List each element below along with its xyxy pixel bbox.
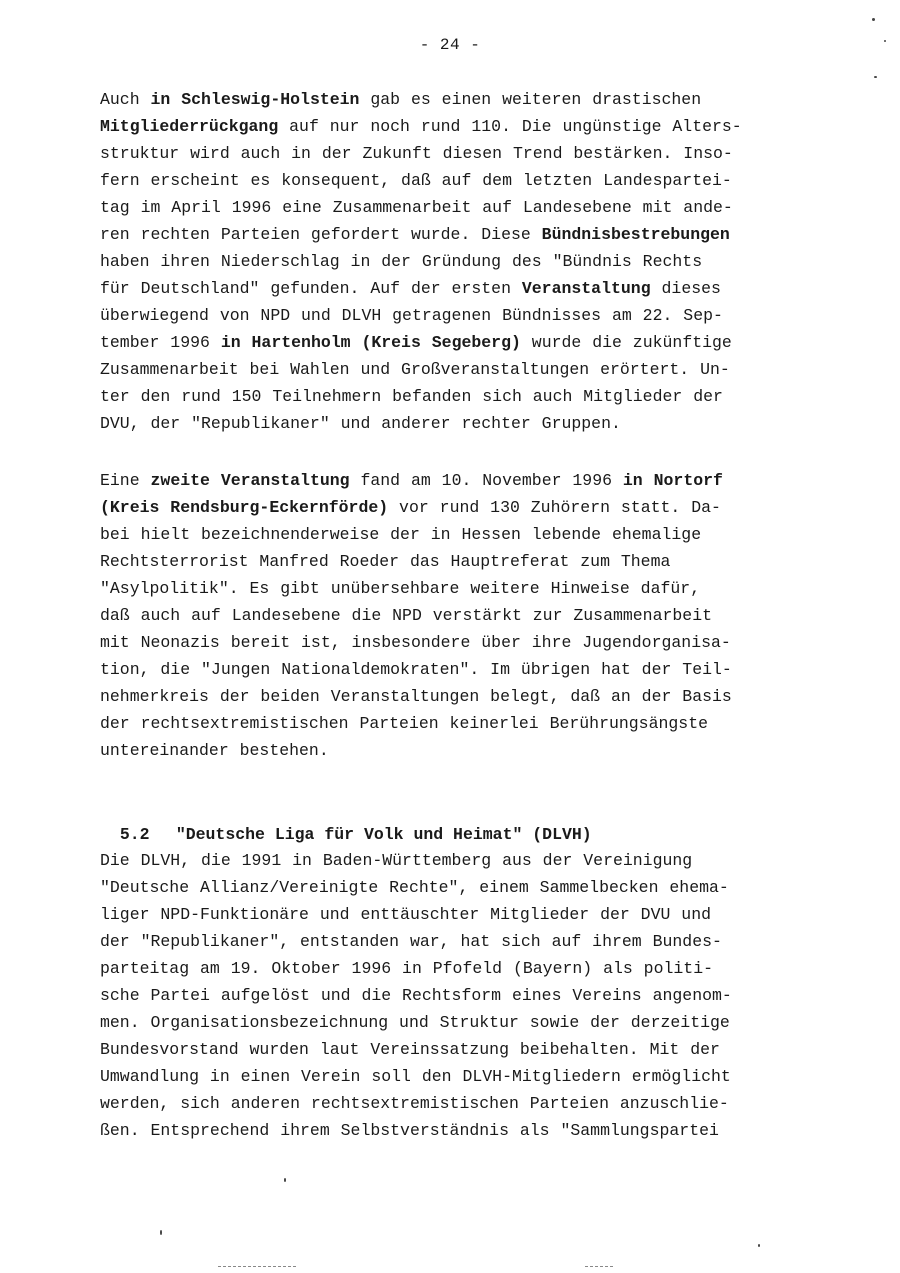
text-run: gab es einen weiteren drastischen <box>359 90 702 109</box>
text-run: untereinander bestehen. <box>100 741 329 760</box>
text-line <box>100 410 820 437</box>
text-line <box>100 1036 820 1063</box>
text-line <box>100 874 820 901</box>
text-line <box>100 710 820 737</box>
text-line <box>100 329 820 356</box>
text-run: parteitag am 19. Oktober 1996 in Pfofeld (Bayern) als politi- <box>100 959 713 978</box>
paragraph-nortorf-event <box>100 467 820 764</box>
text-run: liger NPD-Funktionäre und enttäuschter Mitglieder der DVU und <box>100 905 711 924</box>
text-run: ßen. Entsprechend ihrem Selbstverständnis als "Sammlungspartei <box>100 1121 719 1140</box>
text-line <box>100 302 820 329</box>
section-number: 5.2 <box>119 825 150 844</box>
text-run: Auch <box>100 90 151 109</box>
emphasized-text: (Kreis Rendsburg-Eckernförde) <box>100 498 389 517</box>
text-line <box>100 955 820 982</box>
text-run: ren rechten Parteien gefordert wurde. Diese <box>100 225 542 244</box>
text-line <box>100 275 820 302</box>
text-line <box>100 248 820 275</box>
emphasized-text: in Hartenholm (Kreis Segeberg) <box>220 333 521 352</box>
text-run: Bundesvorstand wurden laut Vereinssatzung beibehalten. Mit der <box>100 1040 720 1059</box>
text-line <box>100 356 820 383</box>
emphasized-text: in Schleswig-Holstein <box>150 90 360 109</box>
text-run: tember 1996 <box>100 333 221 352</box>
text-run: sche Partei aufgelöst und die Rechtsform eines Vereins angenom- <box>100 986 732 1005</box>
text-line <box>100 467 820 494</box>
text-line <box>100 194 820 221</box>
text-line <box>100 737 820 764</box>
emphasized-text: Mitgliederrückgang <box>100 117 279 136</box>
emphasized-text: zweite Veranstaltung <box>150 471 350 490</box>
text-line <box>100 86 820 113</box>
text-line <box>100 602 820 629</box>
text-line <box>100 383 820 410</box>
text-run: ter den rund 150 Teilnehmern befanden sich auch Mitglieder der <box>100 387 723 406</box>
text-line <box>100 167 820 194</box>
text-run: DVU, der "Republikaner" und anderer rechter Gruppen. <box>100 414 621 433</box>
text-run: bei hielt bezeichnenderweise der in Hessen lebende ehemalige <box>100 525 702 544</box>
text-run: der rechtsextremistischen Parteien keinerlei Berührungsängste <box>100 714 708 733</box>
text-run: daß auch auf Landesebene die NPD verstärkt zur Zusammenarbeit <box>100 606 712 625</box>
scan-speck <box>284 1178 286 1182</box>
scan-speck <box>872 18 875 21</box>
emphasized-text: Veranstaltung <box>521 279 651 298</box>
text-run: wurde die zukünftige <box>520 333 732 352</box>
text-run: mit Neonazis bereit ist, insbesondere über ihre Jugendorganisa- <box>100 633 731 652</box>
scan-speck <box>874 76 877 78</box>
paragraph-schleswig-holstein <box>100 86 820 437</box>
text-run: dieses <box>650 279 721 298</box>
scan-dash <box>218 1266 298 1267</box>
text-line <box>100 928 820 955</box>
scan-speck <box>758 1244 760 1247</box>
text-line <box>100 140 820 167</box>
text-line <box>100 1090 820 1117</box>
text-line <box>100 575 820 602</box>
text-run: überwiegend von NPD und DLVH getragenen Bündnisses am 22. Sep- <box>100 306 723 325</box>
text-line <box>100 1009 820 1036</box>
section-title: "Deutsche Liga für Volk und Heimat" (DLVH) <box>175 825 592 844</box>
text-run: nehmerkreis der beiden Veranstaltungen belegt, daß an der Basis <box>100 687 732 706</box>
text-run: werden, sich anderen rechtsextremistischen Parteien anzuschlie- <box>100 1094 729 1113</box>
scan-speck <box>160 1230 162 1235</box>
text-run: auf nur noch rund 110. Die ungünstige Alters- <box>278 117 742 136</box>
paragraph-dlvh <box>100 847 820 1144</box>
emphasized-text: in Nortorf <box>622 471 723 490</box>
text-run: Die DLVH, die 1991 in Baden-Württemberg aus der Vereinigung <box>100 851 693 870</box>
text-run: der "Republikaner", entstanden war, hat sich auf ihrem Bundes- <box>100 932 722 951</box>
text-line <box>100 629 820 656</box>
emphasized-text: Bündnisbestrebungen <box>541 225 730 244</box>
text-run: tag im April 1996 eine Zusammenarbeit auf Landesebene mit ande- <box>100 198 733 217</box>
text-run: struktur wird auch in der Zukunft diesen Trend bestärken. Inso- <box>100 144 733 163</box>
text-run: haben ihren Niederschlag in der Gründung des "Bündnis Rechts <box>100 252 703 271</box>
text-run: Umwandlung in einen Verein soll den DLVH-Mitgliedern ermöglicht <box>100 1067 731 1086</box>
section-heading <box>100 794 592 848</box>
text-line <box>100 847 820 874</box>
text-line <box>100 901 820 928</box>
text-run: Zusammenarbeit bei Wahlen und Großveranstaltungen erörtert. Un- <box>100 360 730 379</box>
text-run: Rechtsterrorist Manfred Roeder das Hauptreferat zum Thema <box>100 552 671 571</box>
text-line <box>100 548 820 575</box>
text-line <box>100 1063 820 1090</box>
text-run: men. Organisationsbezeichnung und Struktur sowie der derzeitige <box>100 1013 730 1032</box>
text-run: tion, die "Jungen Nationaldemokraten". Im übrigen hat der Teil- <box>100 660 732 679</box>
text-run: für Deutschland" gefunden. Auf der ersten <box>100 279 522 298</box>
text-run: Eine <box>100 471 151 490</box>
text-run: "Deutsche Allianz/Vereinigte Rechte", einem Sammelbecken ehema- <box>100 878 729 897</box>
scan-dash <box>585 1266 615 1267</box>
text-run: fand am 10. November 1996 <box>349 471 623 490</box>
text-line <box>100 1117 820 1144</box>
text-line <box>100 221 820 248</box>
text-line <box>100 656 820 683</box>
text-run: fern erscheint es konsequent, daß auf dem letzten Landespartei- <box>100 171 732 190</box>
text-line <box>100 113 820 140</box>
text-line <box>100 982 820 1009</box>
page-number: - 24 - <box>419 36 481 54</box>
text-line <box>100 683 820 710</box>
text-run: "Asylpolitik". Es gibt unübersehbare weitere Hinweise dafür, <box>100 579 701 598</box>
scan-speck <box>884 40 886 42</box>
text-run: vor rund 130 Zuhörern statt. Da- <box>388 498 721 517</box>
text-line <box>100 494 820 521</box>
text-line <box>100 521 820 548</box>
